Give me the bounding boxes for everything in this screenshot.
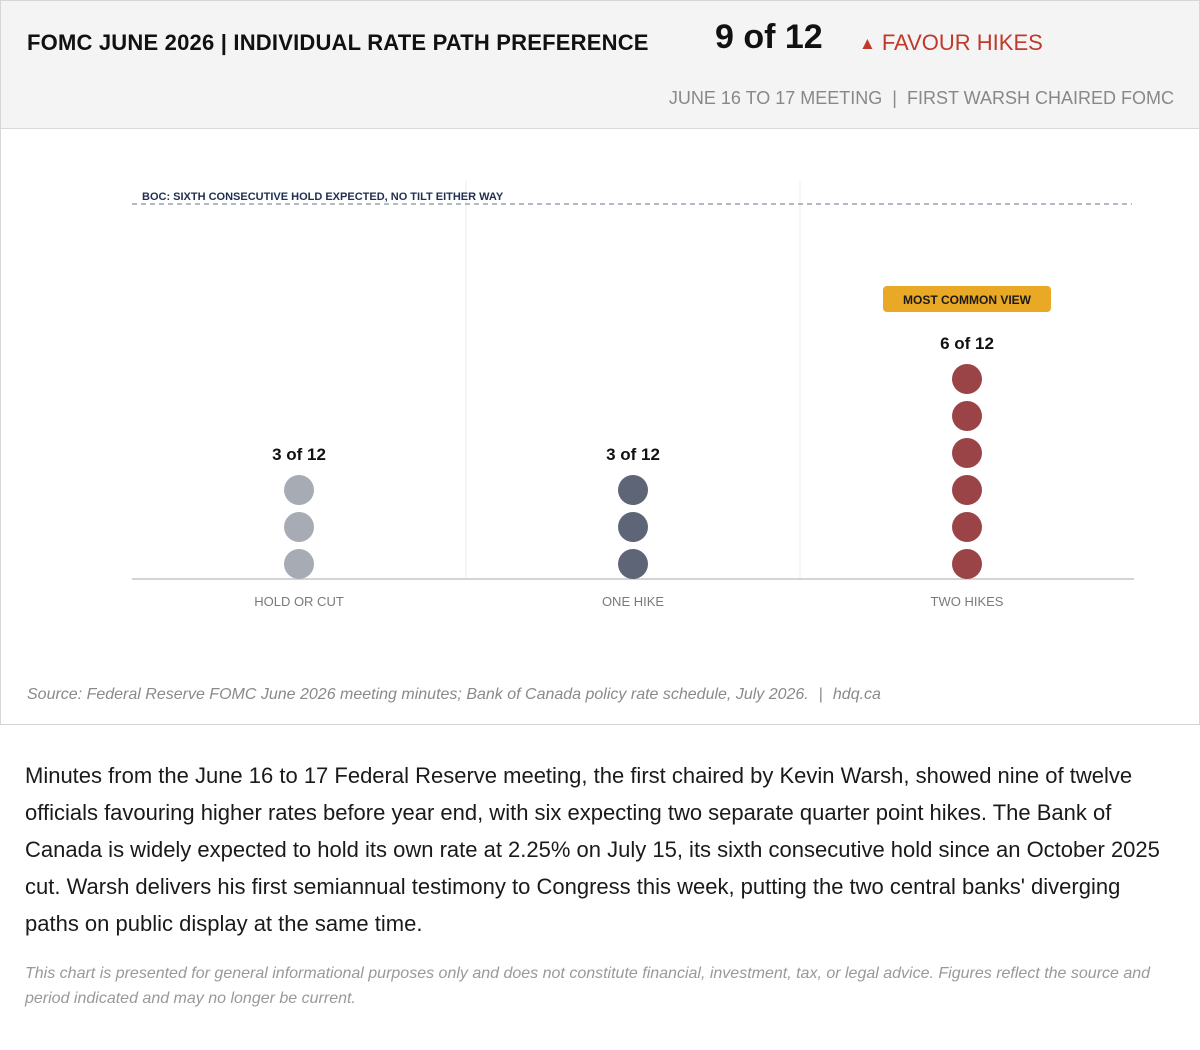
chart-subtitle: [669, 88, 1174, 109]
boc-reference-label: BOC: SIXTH CONSECUTIVE HOLD EXPECTED, NO TILT EITHER WAY: [142, 191, 504, 203]
official-dot: [618, 512, 648, 542]
chart-header: [1, 1, 1199, 129]
favour-label: FAVOUR HIKES: [881, 30, 1043, 55]
official-dot: [284, 475, 314, 505]
most-common-badge-label: MOST COMMON VIEW: [903, 293, 1031, 307]
source-separator: |: [818, 686, 823, 703]
triangle-up-icon: ▲: [859, 34, 876, 53]
category-label: HOLD OR CUT: [254, 594, 344, 609]
hike-count-headline: 9 of 12: [715, 18, 823, 56]
official-dot: [618, 549, 648, 579]
official-dot: [952, 401, 982, 431]
official-dot: [618, 475, 648, 505]
chair-note: FIRST WARSH CHAIRED FOMC: [906, 88, 1174, 108]
official-dot: [952, 438, 982, 468]
article-body: Minutes from the June 16 to 17 Federal Reserve meeting, the first chaired by Kevin Warsh, showed nine of twelve officials favouring higher rates before year end, with six expecting two separate quarter point hikes. The Bank of Canada is widely expected to hold its own rate at 2.25% on July 15, its sixth consecutive hold since an October 2025 cut. Warsh delivers his first semiannual testimony to Congress this week, putting the two central banks' diverging paths on public display at the same time.: [25, 763, 1160, 936]
meeting-dates: JUNE 16 TO 17 MEETING: [668, 88, 883, 108]
source-line: [27, 686, 881, 704]
dot-chart: [1, 129, 1199, 669]
disclaimer: This chart is presented for general informational purposes only and does not constitute financial, investment, tax, or legal advice. Figures reflect the source and period indicated and may no longer be current.: [25, 965, 1151, 1007]
chart-title: FOMC JUNE 2026 | INDIVIDUAL RATE PATH PREFERENCE: [27, 30, 649, 55]
official-dot: [952, 475, 982, 505]
source-text: Source: Federal Reserve FOMC June 2026 meeting minutes; Bank of Canada policy rate schedule, July 2026.: [27, 686, 809, 703]
official-dot: [952, 364, 982, 394]
official-dot: [284, 549, 314, 579]
favour-hikes-indicator: [859, 30, 1043, 56]
column-count-label: 6 of 12: [940, 334, 994, 353]
official-dot: [952, 512, 982, 542]
source-site: hdq.ca: [832, 686, 881, 703]
official-dot: [284, 512, 314, 542]
category-label: ONE HIKE: [601, 594, 665, 609]
column-count-label: 3 of 12: [272, 445, 326, 464]
subtitle-separator: |: [892, 88, 897, 108]
official-dot: [952, 549, 982, 579]
chart-marks: [254, 286, 1051, 609]
column-count-label: 3 of 12: [606, 445, 660, 464]
category-label: TWO HIKES: [930, 594, 1004, 609]
